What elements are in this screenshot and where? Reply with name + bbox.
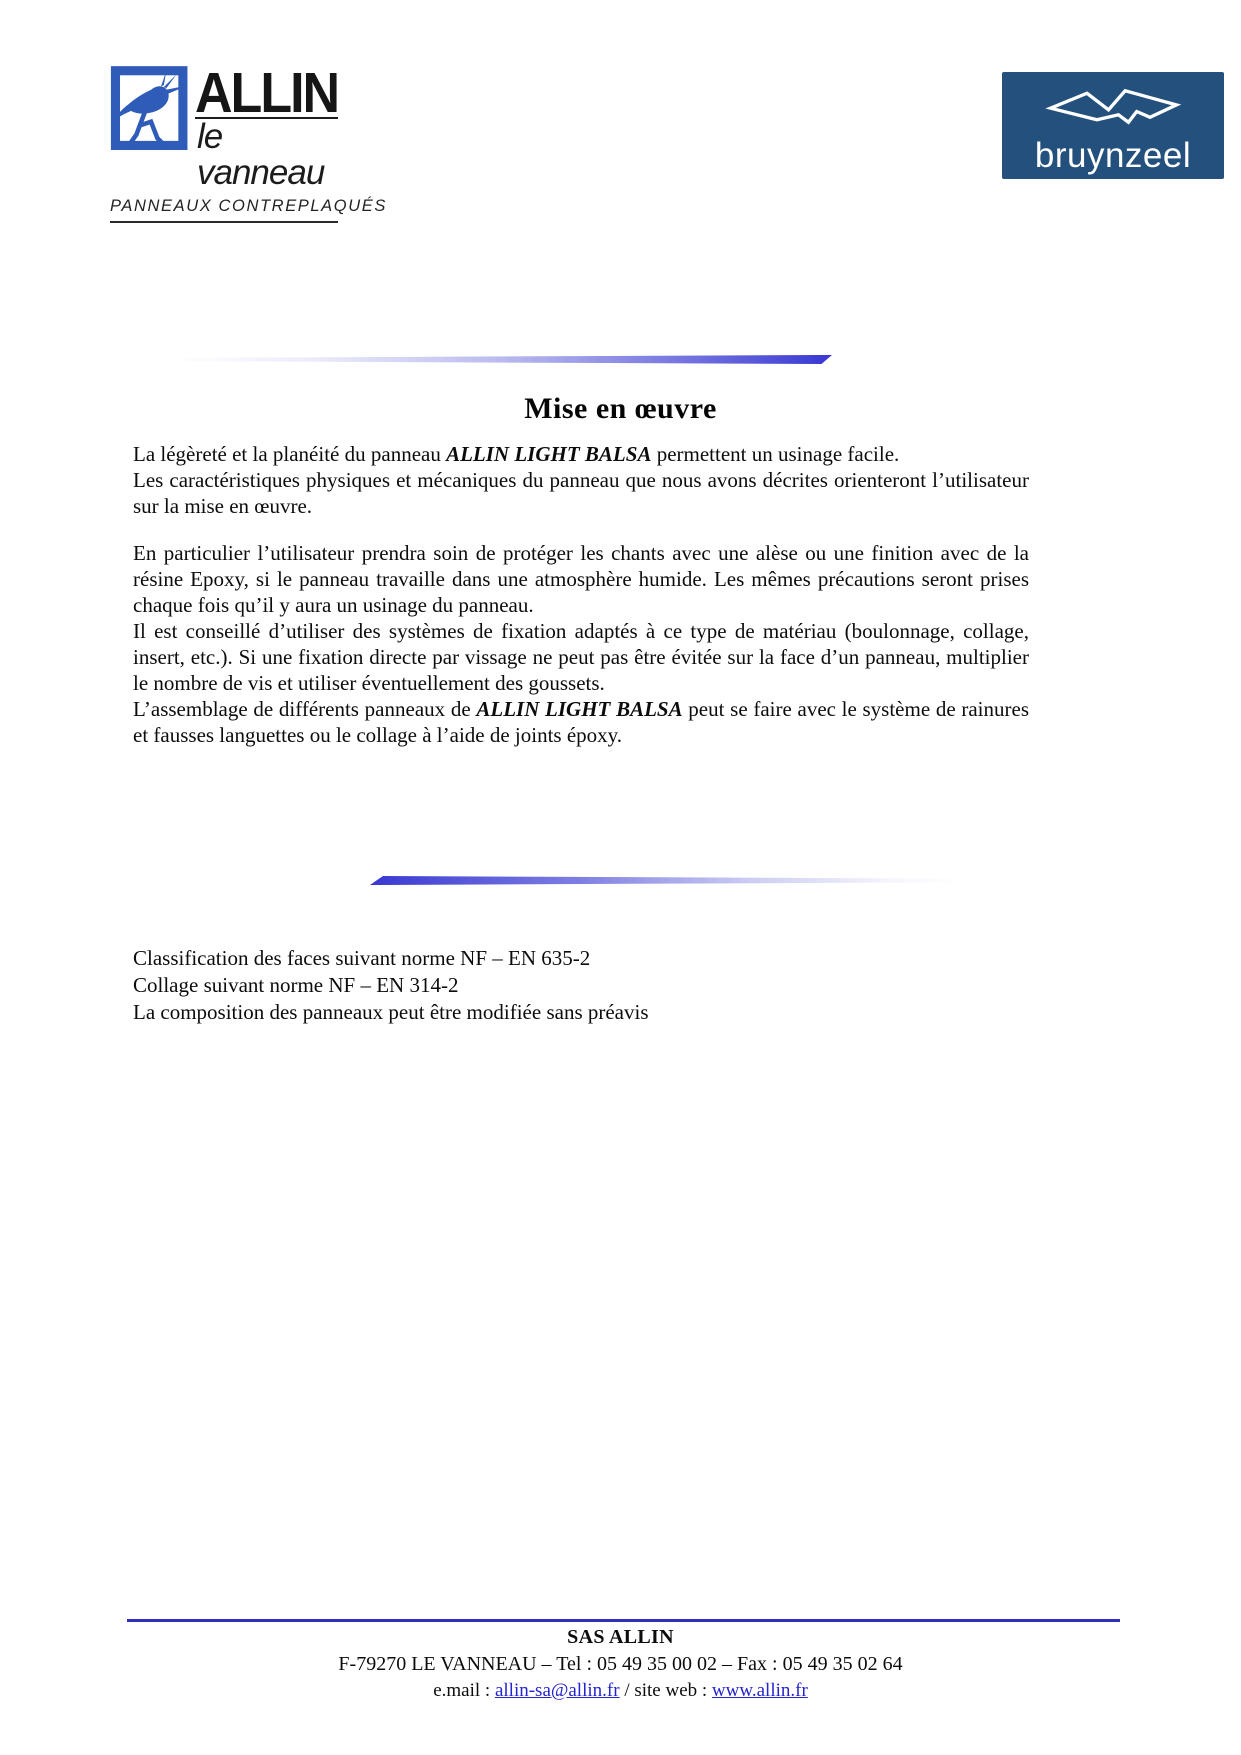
divider-swoosh-top	[172, 355, 832, 364]
email-label: e.mail :	[433, 1680, 495, 1701]
page-title: Mise en œuvre	[524, 392, 717, 425]
note-line: La composition des panneaux peut être modifiée sans préavis	[133, 1000, 649, 1024]
bruynzeel-logo	[1002, 72, 1224, 179]
notes-block	[133, 945, 1029, 1026]
allin-logo-top	[110, 64, 338, 191]
allin-tagline-text: PANNEAUX CONTREPLAQUÉS	[110, 197, 338, 223]
divider-swoosh-bottom	[370, 876, 960, 885]
note-line: Collage suivant norme NF – EN 314-2	[133, 973, 459, 997]
allin-subtitle-text: le vanneau	[195, 117, 338, 191]
footer-address-line: F-79270 LE VANNEAU – Tel : 05 49 35 00 02 – Fax : 05 49 35 02 64	[338, 1653, 903, 1675]
site-web-label: / site web :	[619, 1680, 712, 1701]
paragraph: Il est conseillé d’utiliser des systèmes de fixation adaptés à ce type de matériau (boulonnage, collage, insert, etc.). Si une fixation directe par vissage ne peut pas être évitée sur la face d’un panneau, multiplier le nombre de vis et utiliser éventuellement des goussets.	[133, 619, 1029, 695]
website-link[interactable]: www.allin.fr	[711, 1680, 808, 1701]
email-link[interactable]: allin-sa@allin.fr	[494, 1680, 620, 1701]
allin-logo	[110, 62, 387, 223]
paragraph: En particulier l’utilisateur prendra soin de protéger les chants avec une alèse ou une finition avec de la résine Epoxy, si le panneau travaille dans une atmosphère humide. Les mêmes précautions seront prises chaque fois qu’il y aura un usinage du panneau.	[133, 541, 1029, 617]
footer-contact-line	[0, 1680, 1241, 1702]
footer-company-name: SAS ALLIN	[567, 1626, 674, 1648]
footer	[0, 1626, 1241, 1702]
paragraph: Les caractéristiques physiques et mécaniques du panneau que nous avons décrites orienteront l’utilisateur sur la mise en œuvre.	[133, 468, 1029, 518]
allin-wordmark	[195, 62, 339, 192]
lapwing-bird-icon	[110, 64, 192, 154]
footer-divider-line	[127, 1619, 1120, 1622]
allin-brand-text: ALLIN	[195, 62, 339, 126]
bruynzeel-brand-text: bruynzeel	[1034, 136, 1192, 175]
paragraph: La légèreté et la planéité du panneau ALLIN LIGHT BALSA permettent un usinage facile.	[133, 442, 900, 466]
note-line: Classification des faces suivant norme NF – EN 635-2	[133, 946, 591, 970]
paragraph: L’assemblage de différents panneaux de ALLIN LIGHT BALSA peut se faire avec le système de rainures et fausses languettes ou le collage à l’aide de joints époxy.	[133, 697, 1029, 747]
seagull-icon	[1032, 80, 1200, 138]
body-text-block	[133, 441, 1029, 748]
